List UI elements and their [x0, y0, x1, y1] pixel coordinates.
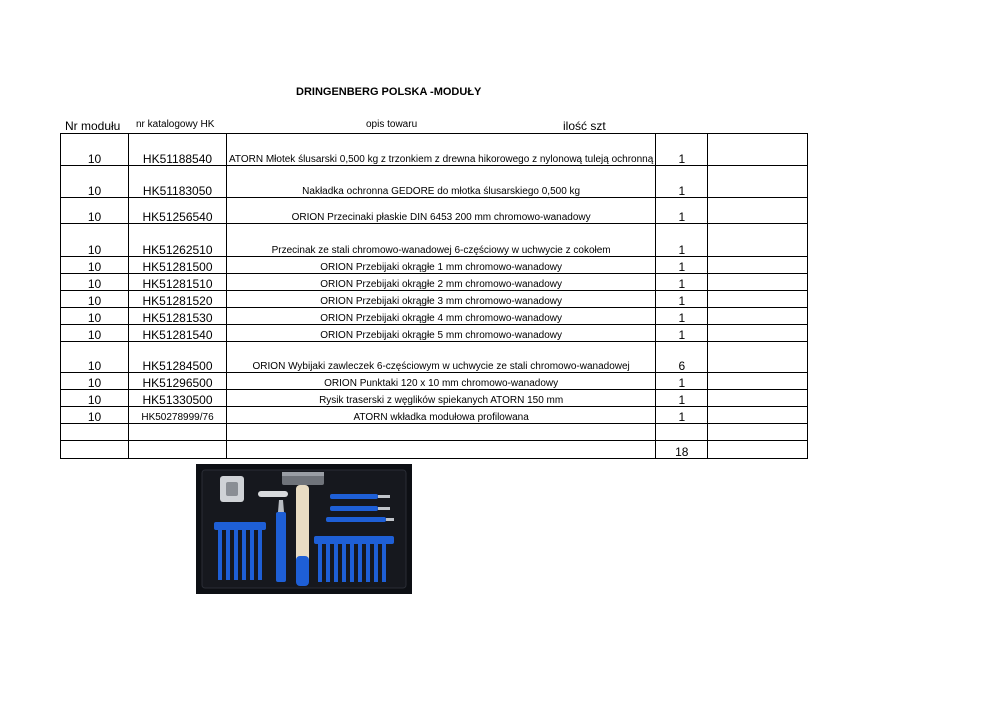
header-opis-towaru: opis towaru: [366, 119, 418, 130]
table-row: [61, 134, 808, 166]
table-row: [61, 390, 808, 407]
cell-ilosc: 1: [656, 373, 708, 390]
header-ilosc-szt: ilość szt: [563, 119, 606, 133]
table-row: [61, 291, 808, 308]
cell-empty: [708, 407, 808, 424]
cell-nr-katalogowy: HK51281530: [129, 308, 227, 325]
cell-nr-modulu: 10: [61, 274, 129, 291]
cell-ilosc: 1: [656, 390, 708, 407]
cell-nr-katalogowy: HK51262510: [129, 224, 227, 257]
cell-opis-towaru: ORION Wybijaki zawleczek 6-częściowym w uchwycie ze stali chromowo-wanadowej: [227, 342, 656, 373]
cell-ilosc: 1: [656, 325, 708, 342]
cell-nr-modulu: 10: [61, 198, 129, 224]
table-row: [61, 325, 808, 342]
cell-opis-towaru: ATORN Młotek ślusarski 0,500 kg z trzonkiem z drewna hikorowego z nylonową tuleją ochronną: [227, 134, 656, 166]
cell-nr-katalogowy: HK51281540: [129, 325, 227, 342]
cell-nr-modulu: 10: [61, 407, 129, 424]
cell-opis-towaru: ORION Przebijaki okrągłe 1 mm chromowo-wanadowy: [227, 257, 656, 274]
cell-ilosc: 1: [656, 274, 708, 291]
cell-nr-katalogowy: HK51330500: [129, 390, 227, 407]
document-title: DRINGENBERG POLSKA -MODUŁY: [296, 86, 482, 98]
cell-ilosc: 1: [656, 134, 708, 166]
cell-ilosc: 6: [656, 342, 708, 373]
cell-opis-towaru: ORION Przebijaki okrągłe 4 mm chromowo-wanadowy: [227, 308, 656, 325]
cell-empty: [708, 198, 808, 224]
cell-nr-katalogowy: HK51188540: [129, 134, 227, 166]
cell-nr-modulu: 10: [61, 390, 129, 407]
cell-ilosc: 1: [656, 166, 708, 198]
cell-nr-katalogowy: HK50278999/76: [129, 407, 227, 424]
cell-ilosc: 1: [656, 407, 708, 424]
cell-nr-modulu: 10: [61, 373, 129, 390]
cell-ilosc: 1: [656, 308, 708, 325]
cell-nr-modulu: 10: [61, 342, 129, 373]
cell-nr-modulu: 10: [61, 325, 129, 342]
cell-ilosc: 1: [656, 198, 708, 224]
cell-empty: [227, 441, 656, 459]
cell-opis-towaru: ORION Przebijaki okrągłe 5 mm chromowo-wanadowy: [227, 325, 656, 342]
cell-opis-towaru: ORION Przebijaki okrągłe 3 mm chromowo-wanadowy: [227, 291, 656, 308]
cell-nr-katalogowy: HK51284500: [129, 342, 227, 373]
table-row: [61, 166, 808, 198]
cell-total-qty: 18: [656, 441, 708, 459]
cell-empty: [129, 441, 227, 459]
table-row-empty: [61, 424, 808, 441]
cell-empty: [61, 441, 129, 459]
cell-empty: [708, 134, 808, 166]
cell-ilosc: 1: [656, 224, 708, 257]
cell-empty: [708, 373, 808, 390]
cell-empty: [708, 291, 808, 308]
table-row: [61, 342, 808, 373]
toolkit-photo-drawing: [196, 464, 412, 594]
cell-nr-modulu: 10: [61, 257, 129, 274]
cell-empty: [656, 424, 708, 441]
cell-nr-modulu: 10: [61, 291, 129, 308]
cell-nr-modulu: 10: [61, 308, 129, 325]
cell-nr-katalogowy: HK51281500: [129, 257, 227, 274]
cell-nr-modulu: 10: [61, 166, 129, 198]
cell-empty: [708, 224, 808, 257]
cell-nr-modulu: 10: [61, 134, 129, 166]
cell-empty: [227, 424, 656, 441]
cell-empty: [61, 424, 129, 441]
cell-empty: [129, 424, 227, 441]
table-row: [61, 198, 808, 224]
cell-empty: [708, 274, 808, 291]
toolkit-photo: [196, 464, 412, 594]
cell-opis-towaru: ATORN wkładka modułowa profilowana: [227, 407, 656, 424]
table-row: [61, 373, 808, 390]
cell-nr-katalogowy: HK51256540: [129, 198, 227, 224]
cell-opis-towaru: Rysik traserski z węglików spiekanych ATORN 150 mm: [227, 390, 656, 407]
cell-empty: [708, 441, 808, 459]
items-table: [60, 133, 808, 459]
cell-nr-katalogowy: HK51281520: [129, 291, 227, 308]
cell-opis-towaru: ORION Przebijaki okrągłe 2 mm chromowo-wanadowy: [227, 274, 656, 291]
cell-nr-katalogowy: HK51183050: [129, 166, 227, 198]
cell-empty: [708, 308, 808, 325]
cell-ilosc: 1: [656, 257, 708, 274]
table-row: [61, 308, 808, 325]
cell-empty: [708, 390, 808, 407]
cell-nr-modulu: 10: [61, 224, 129, 257]
cell-opis-towaru: ORION Przecinaki płaskie DIN 6453 200 mm chromowo-wanadowy: [227, 198, 656, 224]
cell-ilosc: 1: [656, 291, 708, 308]
cell-empty: [708, 424, 808, 441]
header-nr-katalogowy: nr katalogowy HK: [136, 119, 215, 130]
cell-empty: [708, 325, 808, 342]
cell-empty: [708, 257, 808, 274]
cell-opis-towaru: Przecinak ze stali chromowo-wanadowej 6-częściowy w uchwycie z cokołem: [227, 224, 656, 257]
cell-nr-katalogowy: HK51296500: [129, 373, 227, 390]
cell-empty: [708, 342, 808, 373]
table-row: [61, 274, 808, 291]
cell-empty: [708, 166, 808, 198]
table-row-total: [61, 441, 808, 459]
header-nr-modulu: Nr modułu: [65, 119, 121, 133]
cell-opis-towaru: ORION Punktaki 120 x 10 mm chromowo-wanadowy: [227, 373, 656, 390]
cell-opis-towaru: Nakładka ochronna GEDORE do młotka ślusarskiego 0,500 kg: [227, 166, 656, 198]
table-row: [61, 224, 808, 257]
table-row: [61, 257, 808, 274]
table-row: [61, 407, 808, 424]
cell-nr-katalogowy: HK51281510: [129, 274, 227, 291]
